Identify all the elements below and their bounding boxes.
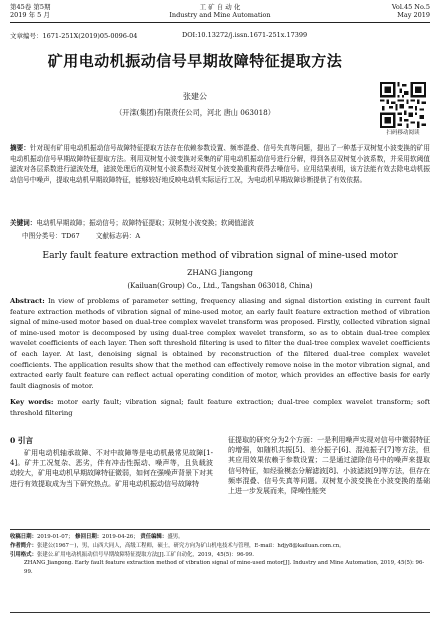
abstract-en-text: In view of problems of parameter setting, frequency aliasing and signal distortion existing in current fault feature extraction methods of vibration signal of mine-used motor, an early fault feature extraction method of vibration signal of mine-used motor based on dual-tree complex wavelet transform was proposed. Firstly, collected vibration signal of mine-used motor is decomposed by using dual-tree complex wavelet transform, so as to obtain dual-tree complex wavelet coefficients of each layer. Then soft threshold filtering is used to filter the dual-tree complex wavelet coefficients of each layer. At last, denoising signal is obtained by reconstruction of the filtered dual-tree complex wavelet coefficients. The application results show that the method can effectively remove noise in the motor vibration signal, and extracted early fault feature can reflect actual operating condition of motor, which provides an effective basis for early fault diagnosis of motor.	[10, 297, 430, 390]
clc-code	[22, 232, 80, 240]
received-label: 收稿日期：	[10, 534, 37, 540]
affiliation-en: (Kailuan(Group) Co., Ltd., Tangshan 063018, China)	[127, 282, 313, 290]
header-volume-issue: 第45卷 第5期	[10, 3, 51, 11]
section-heading-introduction: 0 引言	[10, 436, 34, 445]
header-volume-en	[392, 3, 430, 19]
paper-title-en: Early fault feature extraction method of vibration signal of mine-used motor	[42, 250, 398, 261]
keywords-en-text: motor early fault; vibration signal; fault feature extraction; dual-tree complex wavelet transform; soft threshold filtering	[10, 398, 430, 417]
clc-label: 中图分类号：	[22, 232, 62, 240]
abstract-en-label: Abstract:	[10, 297, 45, 305]
intro-right-column: 征提取的研究分为2个方面：一是利用噪声实现对信号中微弱特征的增强，如随机共振[5]、差分振子[6]、混沌振子[7]等方法，但其应用效果依赖于参数设置；二是通过滤除信号中的噪声来提取信号特征，如经验模态分解滤波[8]、小波滤波[9]等方法，但存在频率混叠、信号失真等问题。双树复小波变换在小波变换的基础上进一步发展而来，降噪性能突	[228, 436, 430, 496]
cite-cn: 张建公.矿用电动机振动信号早期故障特征提取方法[J].工矿自动化，2019，45(5)：96-99.	[36, 551, 254, 558]
doc-code-value: A	[135, 232, 141, 240]
keywords-cn	[10, 218, 430, 229]
doc-code	[96, 232, 140, 240]
editor-label: 责任编辑：	[140, 534, 168, 540]
cite-label: 引用格式：	[10, 551, 37, 558]
footnote-citation-en: ZHANG Jiangong. Early fault feature extraction method of vibration signal of mine-used motor[J]. Industry and Mine Automation, 2019, 45(5): 96-99.	[24, 560, 425, 576]
revised-label: 修回日期：	[75, 534, 103, 540]
keywords-en-label: Key words:	[10, 398, 54, 406]
author-cn: 张建公	[183, 92, 207, 101]
footnote-bio	[10, 542, 430, 551]
doc-code-label: 文献标志码：	[95, 232, 136, 240]
qr-caption: 扫码移动阅读	[386, 130, 420, 136]
abstract-cn-text: 针对现有矿用电动机振动信号故障特征提取方法存在依赖参数设置、频率混叠、信号失真等问题，提出了一种基于双树复小波变换的矿用电动机振动信号早期故障特征提取方法。利用双树复小波变换对采集的矿用电动机振动信号进行分解，得到各层双树复小波系数，并采用软阈值滤波对各层系数进行滤波处理，滤波处理后的双树复小波系数经双树复小波变换重构获得去噪信号。应用结果表明，该方法能有效去除电动机振动信号中噪声，提取电动机早期故障特征，能够较好地反映电动机实际运行工况，为电动机早期故障诊断提供了有效依据。	[10, 144, 431, 184]
header-date-cn: 2019 年 5 月	[10, 11, 50, 19]
affiliation-cn: （开滦(集团)有限责任公司，河北 唐山 063018）	[115, 108, 275, 117]
intro-left-column: 矿用电动机轴承故障、不对中故障等是电动机最常见故障[1-4]。矿井工况复杂、恶劣，伴有冲击性振动、噪声等，且负载波动较大，矿用电动机早期故障特征微弱，如何在强噪声背景下对其进行有效提取成为当下研究热点。矿用电动机振动信号故障特	[10, 449, 213, 488]
article-number: 文章编号：1671-251X(2019)05-0096-04	[10, 32, 138, 40]
keywords-cn-text: 电动机早期故障；振动信号；故障特征提取；双树复小波变换；软阈值滤波	[36, 219, 254, 227]
clc-value: TD67	[61, 232, 80, 240]
revised-date: 2019-04-26；	[102, 534, 139, 540]
editor-name: 盛男。	[167, 534, 184, 540]
paper-title-cn: 矿用电动机振动信号早期故障特征提取方法	[47, 52, 343, 70]
footer-rule	[10, 612, 430, 613]
qr-code[interactable]	[380, 82, 426, 128]
abstract-cn-label: 摘要：	[10, 144, 31, 152]
bio-label: 作者简介：	[10, 542, 37, 549]
running-header	[10, 3, 430, 23]
doi: DOI:10.13272/j.issn.1671-251x.17399	[182, 31, 308, 39]
author-en: ZHANG Jiangong	[187, 268, 253, 277]
abstract-en	[10, 296, 430, 391]
header-journal-cn: 工 矿 自 动 化	[199, 3, 241, 11]
header-vol-no: Vol.45 No.5	[391, 3, 430, 11]
footnote-citation	[10, 551, 430, 560]
abstract-cn	[10, 143, 430, 185]
received-date: 2019-01-07；	[36, 534, 74, 540]
classification-line	[22, 230, 154, 240]
header-rule	[10, 22, 430, 23]
footnote-dates	[10, 533, 430, 542]
header-date-en: May 2019	[397, 11, 430, 19]
keywords-cn-label: 关键词：	[10, 219, 37, 227]
bio-text: 张建公(1967－)，男，山西大同人，高级工程师，硕士，研究方向为矿山机电技术与管理，E-mail：hdjy8@kailuan.com.cn。	[36, 542, 345, 549]
footnote-block	[10, 529, 430, 577]
header-journal	[10, 3, 430, 19]
header-journal-en: Industry and Mine Automation	[169, 11, 271, 19]
keywords-en	[10, 397, 430, 418]
